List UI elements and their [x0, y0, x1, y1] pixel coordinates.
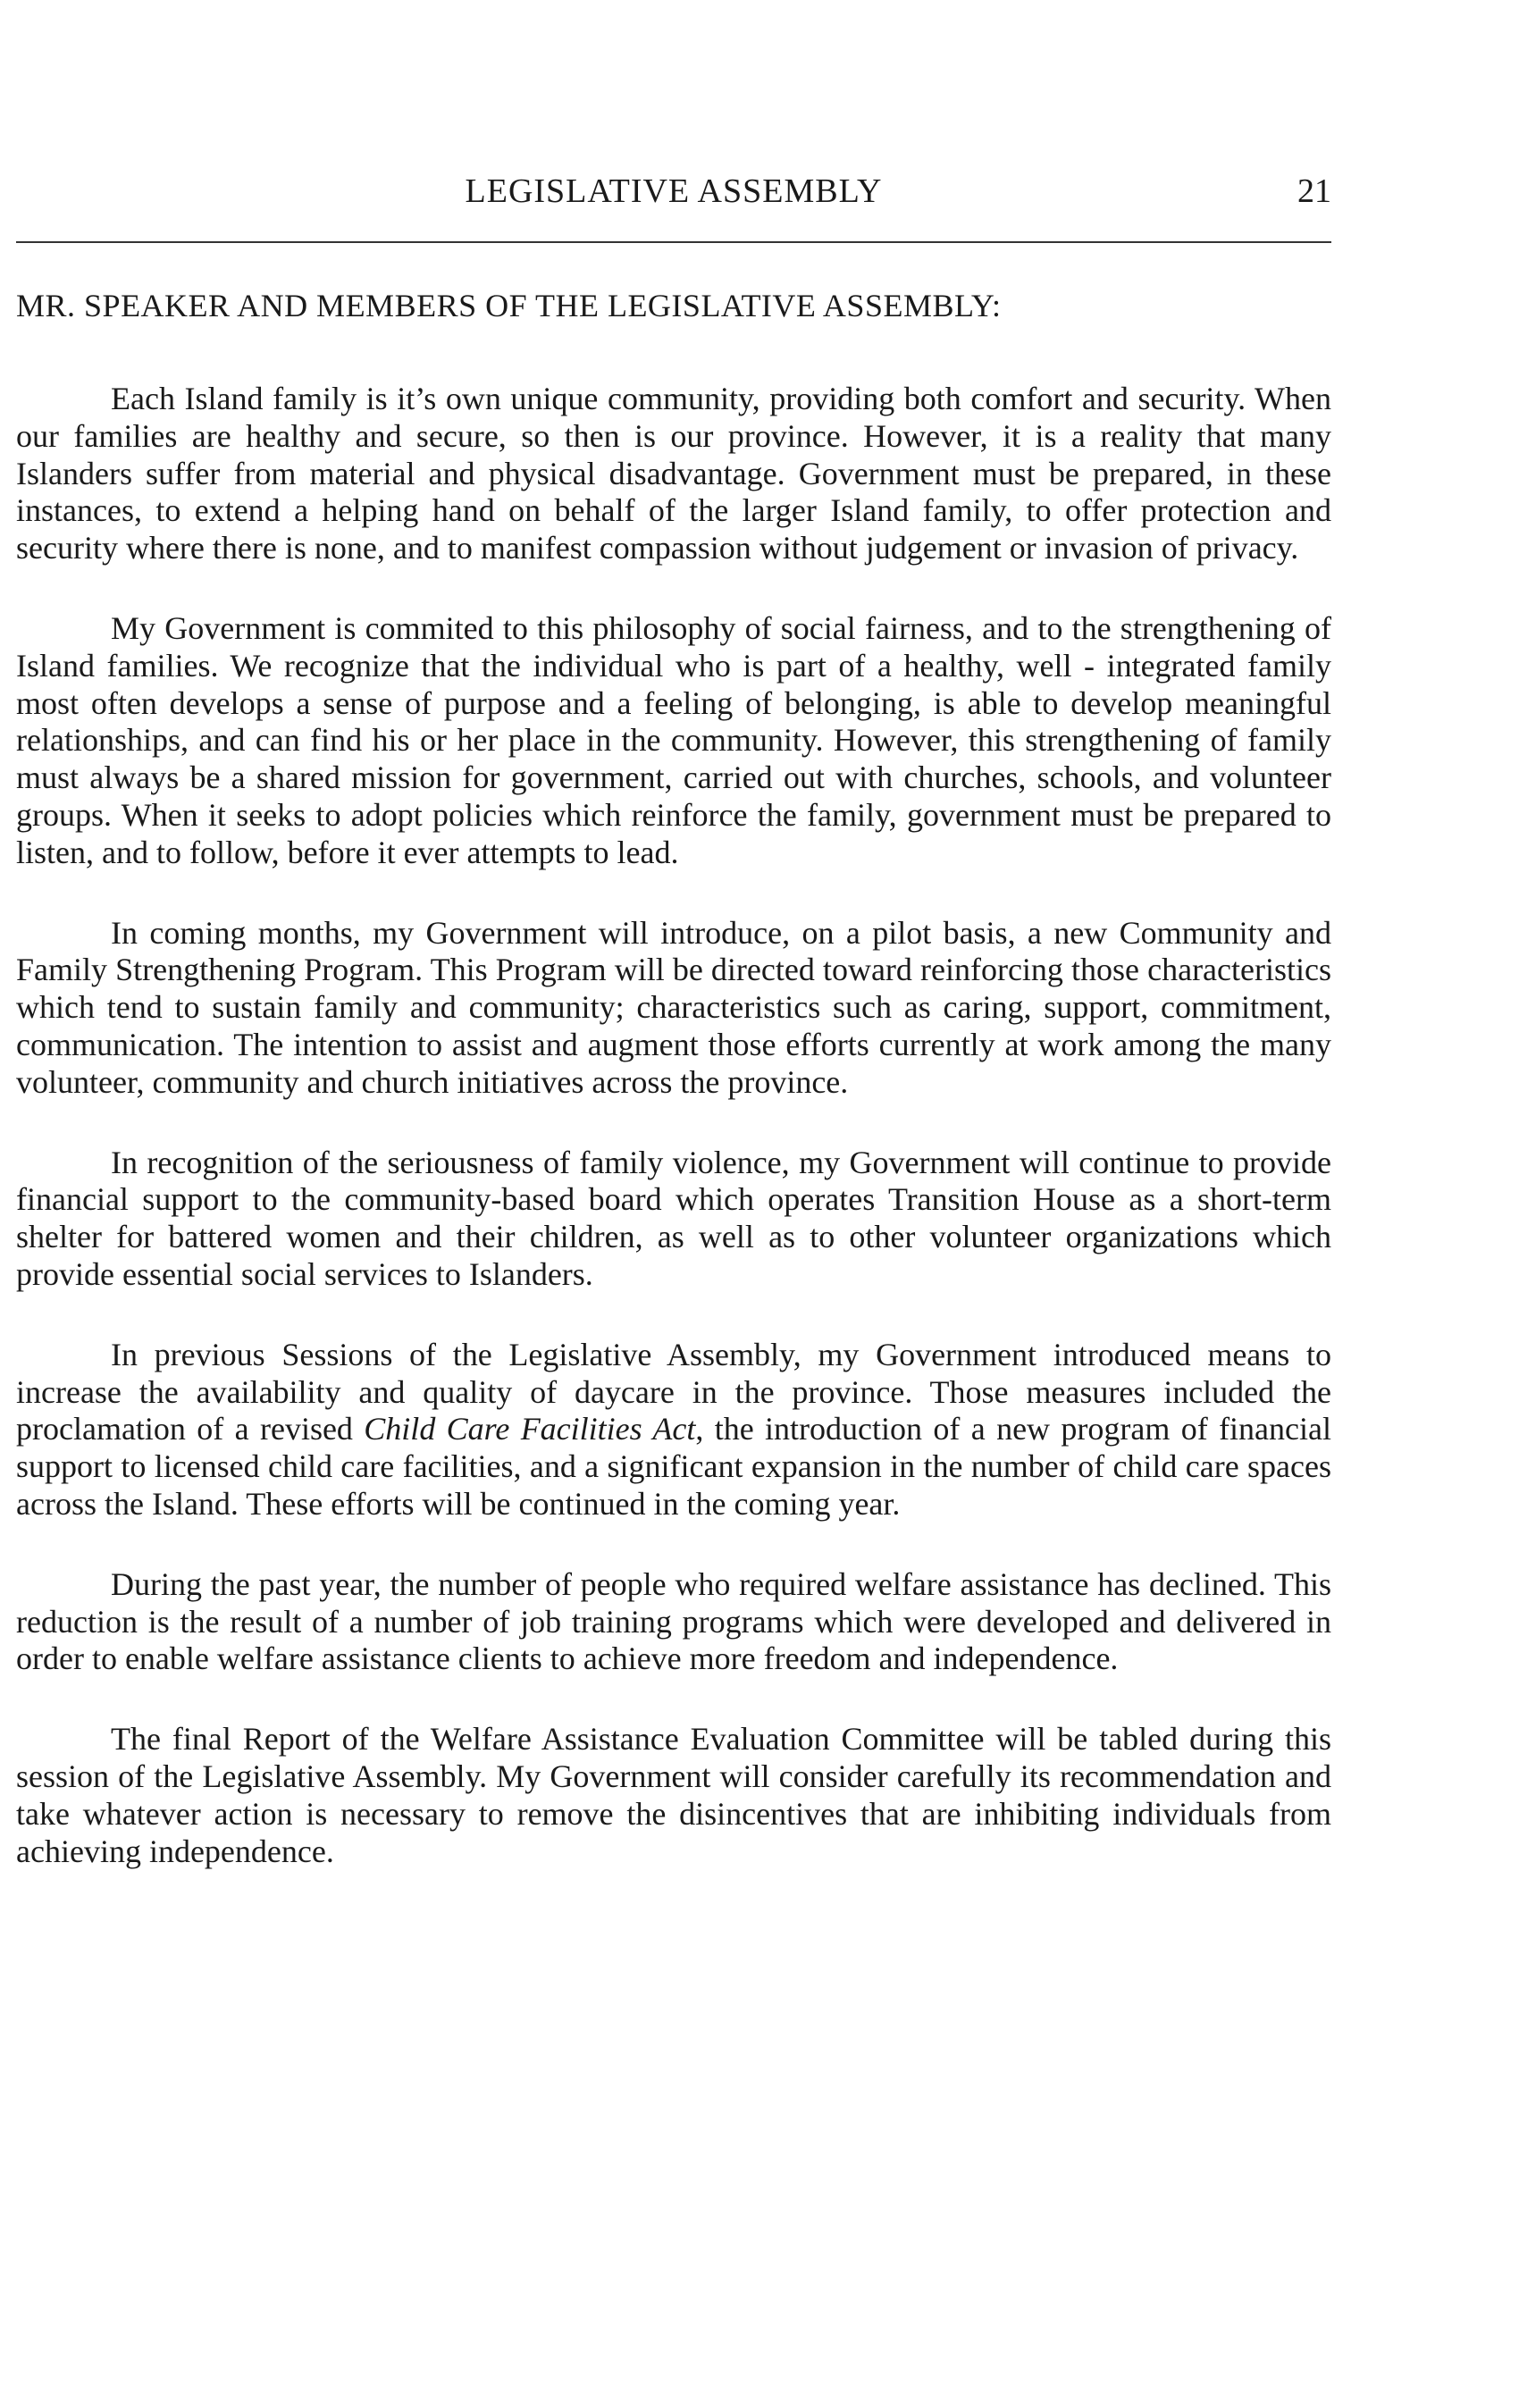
paragraph-daycare — [16, 1337, 1331, 1523]
header-rule — [16, 241, 1331, 243]
paragraph-family-violence: In recognition of the seriousness of family violence, my Government will continue to provide financial support to the community-based board which operates Transition House as a short-term shelter for battered women and their children, as well as to other volunteer organizations which provide essential social services to Islanders. — [16, 1144, 1331, 1292]
paragraph-daycare-part-1: In previous Sessions of the Legislative Assembly, my Government introduced means to increase the availability and quality of daycare in the province. Those measures included the proclamation of a revised — [16, 1336, 1331, 1447]
salutation: MR. SPEAKER AND MEMBERS OF THE LEGISLATIVE ASSEMBLY: — [16, 288, 1002, 323]
paragraph-family-community: Each Island family is it’s own unique community, providing both comfort and security. When our families are healthy and secure, so then is our province. However, it is a reality that many Islanders suffer from material and physical disadvantage. Government must be prepared, in these instances, to extend a helping hand on behalf of the larger Island family, to offer protection and security where there is none, and to manifest compassion without judgement or invasion of privacy. — [16, 381, 1331, 566]
running-header — [16, 168, 1331, 214]
paragraph-evaluation-report: The final Report of the Welfare Assistance Evaluation Committee will be tabled during this session of the Legislative Assembly. My Government will consider carefully its recommendation and take whatever action is necessary to remove the disincentives that are inhibiting individuals from achieving independence. — [16, 1721, 1331, 1869]
paragraph-strengthening-program: In coming months, my Government will introduce, on a pilot basis, a new Community and Family Strengthening Program. This Program will be directed toward reinforcing those characteristics which tend to sustain family and community; characteristics such as caring, support, commitment, communication. The intention to assist and augment those efforts currently at work among the many volunteer, community and church initiatives across the province. — [16, 914, 1331, 1100]
paragraph-daycare-part-2: , the introduction of a new program of financial support to licensed child care facilities, and a significant expansion in the number of child care spaces across the Island. These efforts will be continued in the coming year. — [16, 1411, 1331, 1522]
paragraph-welfare-decline: During the past year, the number of people who required welfare assistance has declined. This reduction is the result of a number of job training programs which were developed and delivered in order to enable welfare assistance clients to achieve more freedom and independence. — [16, 1565, 1331, 1677]
act-title: Child Care Facilities Act — [364, 1411, 696, 1447]
speech-body — [16, 282, 1331, 1913]
running-title: LEGISLATIVE ASSEMBLY — [465, 172, 883, 210]
page-number: 21 — [1297, 172, 1331, 210]
paragraph-social-fairness: My Government is commited to this philosophy of social fairness, and to the strengthening of Island families. We recognize that the individual who is part of a healthy, well - integrated family most often develops a sense of purpose and a feeling of belonging, is able to develop meaningful relationships, and can find his or her place in the community. However, this strengthening of family must always be a shared mission for government, carried out with churches, schools, and volunteer groups. When it seeks to adopt policies which reinforce the family, government must be prepared to listen, and to follow, before it ever attempts to lead. — [16, 609, 1331, 870]
